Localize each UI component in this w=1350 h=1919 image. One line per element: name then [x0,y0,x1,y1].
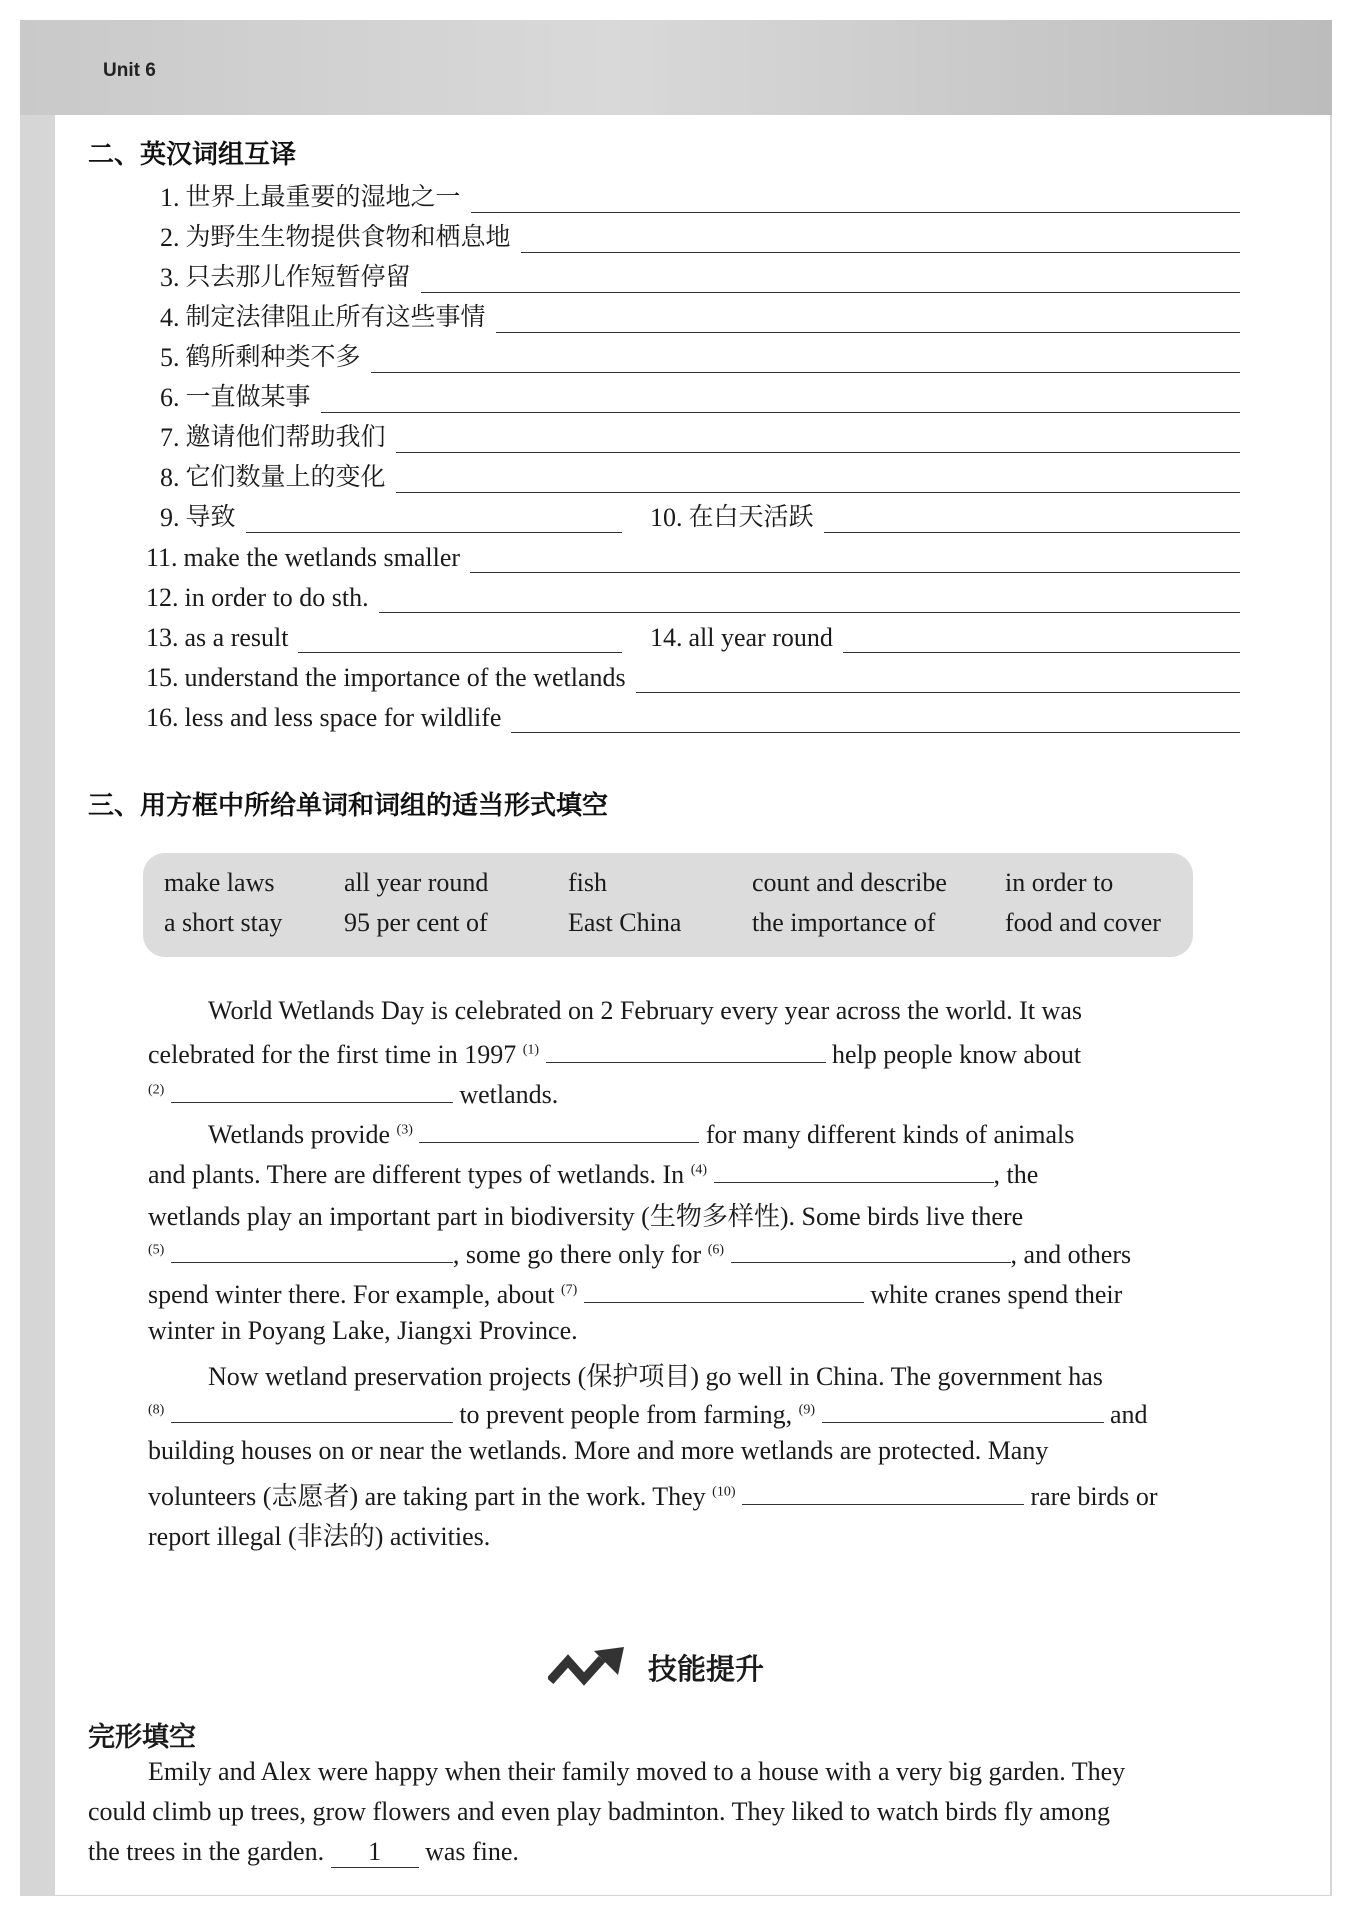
answer-line[interactable] [496,306,1240,333]
list-item: 5. 鹤所剩种类不多 [160,339,1240,373]
word-option: 95 per cent of [344,908,488,937]
list-item: 16. less and less space for wildlife [146,699,1240,733]
trend-up-icon [548,1645,630,1689]
passage-line: celebrated for the first time in 1997 $^{(1)}$ help people know about [148,1036,1081,1070]
passage-line: $^{(2)}$ wetlands. [148,1076,558,1110]
answer-line[interactable] [379,586,1240,613]
list-item: 3. 只去那儿作短暂停留 [160,259,1240,293]
list-item: 7. 邀请他们帮助我们 [160,419,1240,453]
passage-line: Now wetland preservation projects (保护项目) go well in China. The government has [208,1362,1103,1391]
answer-line[interactable] [246,506,622,533]
section3-title: 三、用方框中所给单词和词组的适当形式填空 [88,791,609,821]
blank-8[interactable] [171,1396,453,1423]
answer-line[interactable] [470,546,1240,573]
blank-1[interactable] [546,1036,826,1063]
passage-line: volunteers (志愿者) are taking part in the work. They $^{(10)}$ rare birds or [148,1476,1158,1513]
word-option: count and describe [752,868,947,897]
answer-line[interactable] [471,186,1240,213]
list-item: 10. 在白天活跃 [650,499,1240,533]
passage-line: $^{(8)}$ to prevent people from farming, $^{(9)}$ and [148,1396,1148,1430]
blank-6[interactable] [731,1236,1011,1263]
list-item: 12. in order to do sth. [146,579,1240,613]
passage-line: $^{(5)}$ , some go there only for $^{(6)}$ , and others [148,1236,1131,1270]
word-option: East China [568,908,682,937]
blank-10[interactable] [742,1478,1024,1505]
answer-line[interactable] [636,666,1240,693]
list-item: 2. 为野生生物提供食物和栖息地 [160,219,1240,253]
word-option: food and cover [1005,908,1161,937]
unit-label: Unit 6 [103,60,156,81]
list-item: 8. 它们数量上的变化 [160,459,1240,493]
passage-line: wetlands play an important part in biodiversity (生物多样性). Some birds live there [148,1202,1024,1231]
answer-line[interactable] [371,346,1240,373]
blank-9[interactable] [822,1396,1104,1423]
answer-line[interactable] [396,426,1240,453]
answer-line[interactable] [321,386,1240,413]
list-item: 4. 制定法律阻止所有这些事情 [160,299,1240,333]
word-option: in order to [1005,868,1114,897]
list-item: 14. all year round [650,619,1240,653]
passage-line: report illegal (非法的) activities. [148,1522,491,1551]
list-item: 13. as a result [146,619,622,653]
word-option: all year round [344,868,489,897]
answer-line[interactable] [824,506,1240,533]
cloze-title: 完形填空 [88,1722,196,1753]
answer-line[interactable] [521,226,1240,253]
blank-4[interactable] [714,1156,994,1183]
answer-line[interactable] [396,466,1240,493]
blank-2[interactable] [171,1076,453,1103]
cloze-blank-1[interactable]: 1 [331,1837,419,1868]
blank-3[interactable] [419,1116,699,1143]
list-item: 6. 一直做某事 [160,379,1240,413]
passage-line: and plants. There are different types of wetlands. In $^{(4)}$ , the [148,1156,1038,1190]
answer-line[interactable] [421,266,1240,293]
passage-line: World Wetlands Day is celebrated on 2 February every year across the world. It was [208,996,1082,1025]
header-band [20,20,1332,115]
section2-title: 二、英汉词组互译 [88,140,297,170]
word-option: make laws [164,868,275,897]
cloze-line: could climb up trees, grow flowers and even play badminton. They liked to watch birds fly among [88,1797,1110,1826]
list-item: 15. understand the importance of the wetlands [146,659,1240,693]
word-option: the importance of [752,908,936,937]
list-item: 1. 世界上最重要的湿地之一 [160,179,1240,213]
cloze-line: the trees in the garden. 1 was fine. [88,1837,519,1866]
list-item: 9. 导致 [160,499,622,533]
skills-title: 技能提升 [648,1652,765,1686]
passage-line: winter in Poyang Lake, Jiangxi Province. [148,1316,578,1345]
blank-5[interactable] [171,1236,453,1263]
answer-line[interactable] [298,626,622,653]
list-item: 11. make the wetlands smaller [146,539,1240,573]
answer-line[interactable] [511,706,1240,733]
answer-line[interactable] [843,626,1240,653]
word-option: a short stay [164,908,283,937]
cloze-line: Emily and Alex were happy when their family moved to a house with a very big garden. They [148,1757,1126,1786]
passage-line: Wetlands provide $^{(3)}$ for many different kinds of animals [208,1116,1074,1150]
passage-line: spend winter there. For example, about $^{(7)}$ white cranes spend their [148,1276,1122,1310]
blank-7[interactable] [584,1276,864,1303]
passage-line: building houses on or near the wetlands. More and more wetlands are protected. Many [148,1436,1049,1465]
word-option: fish [568,868,607,897]
